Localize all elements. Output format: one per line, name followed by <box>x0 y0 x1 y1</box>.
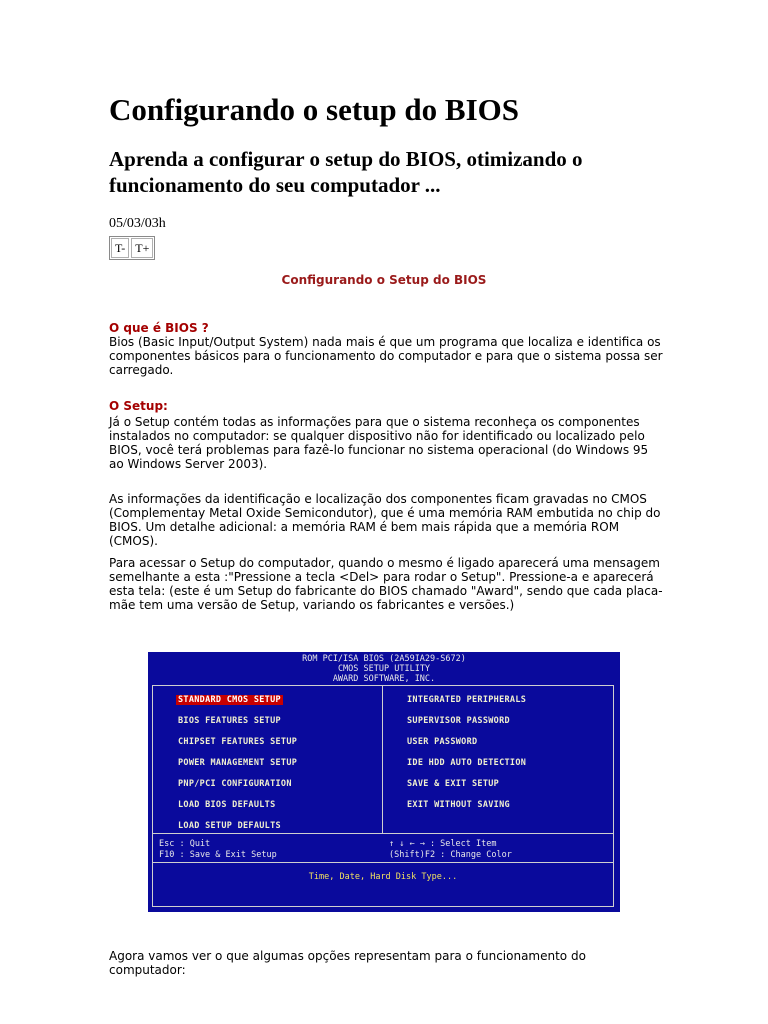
bios-header-line: AWARD SOFTWARE, INC. <box>332 674 436 684</box>
bios-divider <box>153 862 613 863</box>
bios-menu-item: SAVE & EXIT SETUP <box>407 779 500 789</box>
font-size-controls <box>109 236 155 260</box>
paragraph-closing: Agora vamos ver o que algumas opções representam para o funcionamento do computador: <box>109 949 586 977</box>
publish-date: 05/03/03h <box>109 216 166 231</box>
bios-menu-item: USER PASSWORD <box>407 737 478 747</box>
paragraph-setup: Já o Setup contém todas as informações para que o sistema reconheça os componentes instalados no computador: se qualquer dispositivo não for identificado ou localizado pelo BIOS, você terá problemas para fazê-lo funcionar no sistema operacional (do Windows 95 ao Windows Server 2003). <box>109 415 649 471</box>
bios-help-select: ↑ ↓ ← → : Select Item <box>389 839 497 849</box>
bios-help-save-exit: F10 : Save & Exit Setup <box>159 850 277 860</box>
bios-help-quit: Esc : Quit <box>159 839 211 849</box>
bios-menu-item: LOAD SETUP DEFAULTS <box>178 821 281 831</box>
bios-menu-item: LOAD BIOS DEFAULTS <box>178 800 276 810</box>
page-title: Configurando o setup do BIOS <box>109 92 520 127</box>
bios-menu-item: EXIT WITHOUT SAVING <box>407 800 510 810</box>
bios-menu-item: INTEGRATED PERIPHERALS <box>407 695 527 705</box>
bios-menu-item: CHIPSET FEATURES SETUP <box>178 737 298 747</box>
page-subtitle: Aprenda a configurar o setup do BIOS, otimizando o funcionamento do seu computador ... <box>109 147 583 197</box>
bios-menu-item: SUPERVISOR PASSWORD <box>407 716 510 726</box>
bios-status-line: Time, Date, Hard Disk Type... <box>308 872 458 882</box>
section-heading-setup: O Setup: <box>109 399 168 413</box>
section-heading-what-is-bios: O que é BIOS ? <box>109 321 209 335</box>
bios-column-divider <box>382 686 383 833</box>
bios-menu-item: POWER MANAGEMENT SETUP <box>178 758 298 768</box>
paragraph-cmos: As informações da identificação e localização dos componentes ficam gravadas no CMOS (Complementay Metal Oxide Semicondutor), que é uma memória RAM embutida no chip do BIOS. Um detalhe adicional: a memória RAM é bem mais rápida que a memória ROM (CMOS). <box>109 492 661 548</box>
paragraph-what-is-bios: Bios (Basic Input/Output System) nada mais é que um programa que localiza e identifica os componentes básicos para o funcionamento do computador e para que o sistema possa ser carregado. <box>109 335 663 377</box>
bios-menu-frame <box>152 685 614 907</box>
bios-menu-item: PNP/PCI CONFIGURATION <box>178 779 292 789</box>
bios-menu-item: IDE HDD AUTO DETECTION <box>407 758 527 768</box>
bios-help-change-color: (Shift)F2 : Change Color <box>389 850 512 860</box>
bios-header <box>148 654 620 684</box>
article-title: Configurando o Setup do BIOS <box>281 273 487 287</box>
paragraph-access-setup: Para acessar o Setup do computador, quando o mesmo é ligado aparecerá uma mensagem semelhante a esta :"Pressione a tecla <Del> para rodar o Setup". Pressione-a e aparecerá esta tela: (este é um Setup do fabricante do BIOS chamado "Award", sendo que cada placa-mãe tem uma versão de Setup, variando os fabricantes e versões.) <box>109 556 663 612</box>
bios-setup-screenshot <box>148 652 620 912</box>
font-smaller-button[interactable]: T- <box>111 238 129 258</box>
bios-header-line: CMOS SETUP UTILITY <box>337 664 431 674</box>
bios-menu-item: STANDARD CMOS SETUP <box>178 695 281 705</box>
bios-header-line: ROM PCI/ISA BIOS (2A59IA29-S672) <box>302 654 466 664</box>
bios-divider <box>153 833 613 834</box>
font-larger-button[interactable]: T+ <box>131 238 153 258</box>
bios-menu-item: BIOS FEATURES SETUP <box>178 716 281 726</box>
